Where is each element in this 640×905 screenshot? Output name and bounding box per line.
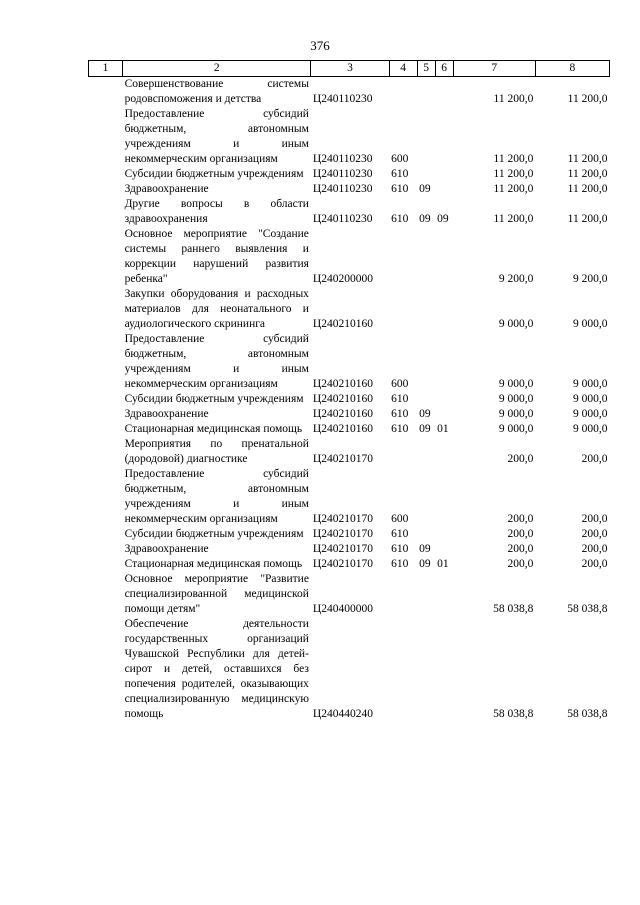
cell-value-7: 9 000,0: [498, 423, 534, 435]
cell-rz: [417, 527, 435, 542]
header-col-2: 2: [123, 61, 311, 77]
cell-code: Ц240110230: [312, 93, 373, 105]
cell-code: Ц240210170: [312, 528, 373, 540]
cell-code: Ц240210160: [312, 423, 373, 435]
cell-value-8: 9 000,0: [573, 378, 608, 390]
table-row: [89, 617, 610, 722]
cell-value-7: 11 200,0: [493, 168, 534, 180]
cell-empty: [89, 557, 123, 572]
cell-pr: [435, 227, 453, 287]
header-col-3: 3: [311, 61, 389, 77]
cell-name: Здравоохранение: [124, 183, 209, 195]
cell-empty: [89, 227, 123, 287]
cell-value-7: 11 200,0: [493, 93, 534, 105]
cell-pr: [435, 572, 453, 617]
cell-value-7: 9 200,0: [498, 273, 534, 285]
cell-name: Совершенствование системы родовспоможения и детства: [124, 78, 309, 105]
cell-empty: [89, 107, 123, 167]
cell-vr: 610: [391, 423, 409, 435]
cell-value-8: 200,0: [581, 453, 608, 465]
cell-code: Ц240210170: [312, 453, 373, 465]
cell-pr: 01: [437, 423, 449, 435]
table-row: [89, 182, 610, 197]
cell-pr: [435, 107, 453, 167]
cell-empty: [89, 332, 123, 392]
cell-vr: [389, 287, 417, 332]
cell-vr: [389, 437, 417, 467]
cell-value-7: 11 200,0: [493, 153, 534, 165]
cell-name: Субсидии бюджетным учреждениям: [124, 528, 304, 540]
cell-value-8: 9 000,0: [573, 408, 608, 420]
cell-rz: 09: [419, 408, 431, 420]
cell-name: Другие вопросы в области здравоохранения: [124, 198, 309, 225]
cell-pr: [435, 617, 453, 722]
header-col-1: 1: [89, 61, 123, 77]
cell-name: Субсидии бюджетным учреждениям: [124, 168, 304, 180]
cell-empty: [89, 527, 123, 542]
cell-rz: 09: [419, 543, 431, 555]
header-col-6: 6: [435, 61, 453, 77]
cell-vr: 610: [391, 408, 409, 420]
cell-value-8: 11 200,0: [567, 93, 608, 105]
header-col-7: 7: [453, 61, 535, 77]
cell-rz: [417, 77, 435, 108]
cell-rz: [417, 572, 435, 617]
table-row: [89, 572, 610, 617]
header-col-4: 4: [389, 61, 417, 77]
cell-pr: [435, 392, 453, 407]
cell-empty: [89, 422, 123, 437]
cell-value-7: 9 000,0: [498, 393, 534, 405]
cell-vr: 610: [391, 168, 409, 180]
cell-code: Ц240440240: [312, 708, 373, 720]
cell-value-8: 58 038,8: [567, 603, 608, 615]
cell-pr: 01: [437, 558, 449, 570]
cell-empty: [89, 182, 123, 197]
cell-value-8: 11 200,0: [567, 168, 608, 180]
cell-pr: [435, 182, 453, 197]
table-row: [89, 107, 610, 167]
table-row: [89, 227, 610, 287]
cell-code: Ц240210160: [312, 408, 373, 420]
cell-value-7: 58 038,8: [493, 603, 534, 615]
cell-pr: [435, 407, 453, 422]
cell-code: Ц240110230: [312, 213, 373, 225]
cell-name: Обеспечение деятельности государственных организаций Чувашской Республики для детей-сирот и детей, оставшихся без попечения родителей, оказывающих специализированную медицинскую помощь: [124, 618, 309, 720]
cell-vr: [389, 227, 417, 287]
cell-code: Ц240210170: [312, 558, 373, 570]
table-row: [89, 167, 610, 182]
cell-name: Закупки оборудования и расходных материалов для неонатального и аудиологического скрининга: [124, 288, 309, 330]
cell-empty: [89, 77, 123, 108]
cell-rz: [417, 467, 435, 527]
table-row: [89, 542, 610, 557]
cell-value-7: 9 000,0: [498, 378, 534, 390]
cell-pr: [435, 467, 453, 527]
cell-code: Ц240210170: [312, 513, 373, 525]
cell-name: Здравоохранение: [124, 408, 209, 420]
cell-empty: [89, 392, 123, 407]
table-row: [89, 77, 610, 108]
cell-value-7: 200,0: [507, 528, 534, 540]
cell-value-8: 9 000,0: [573, 393, 608, 405]
cell-code: Ц240110230: [312, 153, 373, 165]
cell-value-7: 9 000,0: [498, 318, 534, 330]
cell-vr: 600: [391, 153, 409, 165]
cell-name: Субсидии бюджетным учреждениям: [124, 393, 304, 405]
cell-value-8: 11 200,0: [567, 153, 608, 165]
cell-rz: [417, 392, 435, 407]
cell-value-7: 11 200,0: [493, 213, 534, 225]
cell-value-8: 200,0: [581, 513, 608, 525]
cell-empty: [89, 572, 123, 617]
cell-empty: [89, 467, 123, 527]
cell-value-8: 200,0: [581, 528, 608, 540]
cell-value-8: 11 200,0: [567, 183, 608, 195]
table-row: [89, 407, 610, 422]
cell-name: Здравоохранение: [124, 543, 209, 555]
cell-code: Ц240210160: [312, 378, 373, 390]
cell-code: Ц240210170: [312, 543, 373, 555]
cell-rz: 09: [419, 423, 431, 435]
cell-rz: 09: [419, 558, 431, 570]
table-body: [89, 77, 610, 723]
cell-name: Стационарная медицинская помощь: [124, 423, 303, 435]
cell-value-8: 58 038,8: [567, 708, 608, 720]
cell-vr: 600: [391, 513, 409, 525]
cell-code: Ц240110230: [312, 168, 373, 180]
cell-vr: 610: [391, 183, 409, 195]
cell-code: Ц240210160: [312, 393, 373, 405]
cell-rz: [417, 617, 435, 722]
cell-pr: [435, 287, 453, 332]
cell-name: Основное мероприятие "Развитие специализированной медицинской помощи детям": [124, 573, 309, 615]
cell-pr: [435, 167, 453, 182]
cell-code: Ц240400000: [312, 603, 373, 615]
cell-vr: 610: [391, 558, 409, 570]
page-number: 376: [310, 38, 330, 53]
table-row: [89, 557, 610, 572]
cell-vr: 600: [391, 378, 409, 390]
cell-rz: 09: [419, 183, 431, 195]
cell-vr: [389, 617, 417, 722]
cell-vr: [389, 572, 417, 617]
cell-rz: [417, 227, 435, 287]
cell-name: Предоставление субсидий бюджетным, автономным учреждениям и иным некоммерческим организациям: [124, 333, 309, 390]
cell-vr: 610: [391, 393, 409, 405]
header-col-8: 8: [535, 61, 609, 77]
table-row: [89, 437, 610, 467]
cell-rz: [417, 437, 435, 467]
cell-value-7: 200,0: [507, 513, 534, 525]
table-row: [89, 287, 610, 332]
cell-value-7: 200,0: [507, 543, 534, 555]
table-row: [89, 332, 610, 392]
table-row: [89, 527, 610, 542]
cell-vr: [389, 77, 417, 108]
cell-pr: [435, 542, 453, 557]
cell-value-8: 9 200,0: [573, 273, 608, 285]
cell-empty: [89, 197, 123, 227]
cell-value-8: 11 200,0: [567, 213, 608, 225]
cell-name: Стационарная медицинская помощь: [124, 558, 303, 570]
cell-value-7: 200,0: [507, 453, 534, 465]
cell-value-8: 9 000,0: [573, 318, 608, 330]
cell-value-7: 58 038,8: [493, 708, 534, 720]
cell-value-8: 200,0: [581, 543, 608, 555]
table-row: [89, 467, 610, 527]
cell-pr: [435, 332, 453, 392]
cell-vr: 610: [391, 543, 409, 555]
cell-name: Предоставление субсидий бюджетным, автономным учреждениям и иным некоммерческим организациям: [124, 108, 309, 165]
table-row: [89, 422, 610, 437]
cell-empty: [89, 617, 123, 722]
cell-value-7: 200,0: [507, 558, 534, 570]
cell-pr: [435, 437, 453, 467]
cell-name: Основное мероприятие "Создание системы раннего выявления и коррекции нарушений развития ребенка": [124, 228, 309, 285]
budget-table: [88, 60, 610, 722]
cell-pr: [435, 527, 453, 542]
cell-empty: [89, 287, 123, 332]
cell-pr: [435, 77, 453, 108]
cell-name: Мероприятия по пренатальной (дородовой) диагностике: [124, 438, 309, 465]
table-header: [89, 61, 610, 77]
cell-rz: [417, 107, 435, 167]
cell-empty: [89, 407, 123, 422]
cell-empty: [89, 167, 123, 182]
header-col-5: 5: [417, 61, 435, 77]
cell-value-7: 11 200,0: [493, 183, 534, 195]
cell-value-8: 200,0: [581, 558, 608, 570]
cell-rz: [417, 167, 435, 182]
cell-empty: [89, 437, 123, 467]
cell-value-7: 9 000,0: [498, 408, 534, 420]
cell-code: Ц240110230: [312, 183, 373, 195]
cell-code: Ц240200000: [312, 273, 373, 285]
cell-name: Предоставление субсидий бюджетным, автономным учреждениям и иным некоммерческим организациям: [124, 468, 309, 525]
cell-vr: 610: [391, 528, 409, 540]
table-row: [89, 392, 610, 407]
cell-vr: 610: [391, 213, 409, 225]
cell-rz: [417, 287, 435, 332]
cell-rz: [417, 332, 435, 392]
cell-value-8: 9 000,0: [573, 423, 608, 435]
table-row: [89, 197, 610, 227]
cell-empty: [89, 542, 123, 557]
cell-code: Ц240210160: [312, 318, 373, 330]
header-row: [89, 61, 610, 77]
cell-rz: 09: [419, 213, 431, 225]
cell-pr: 09: [437, 213, 449, 225]
